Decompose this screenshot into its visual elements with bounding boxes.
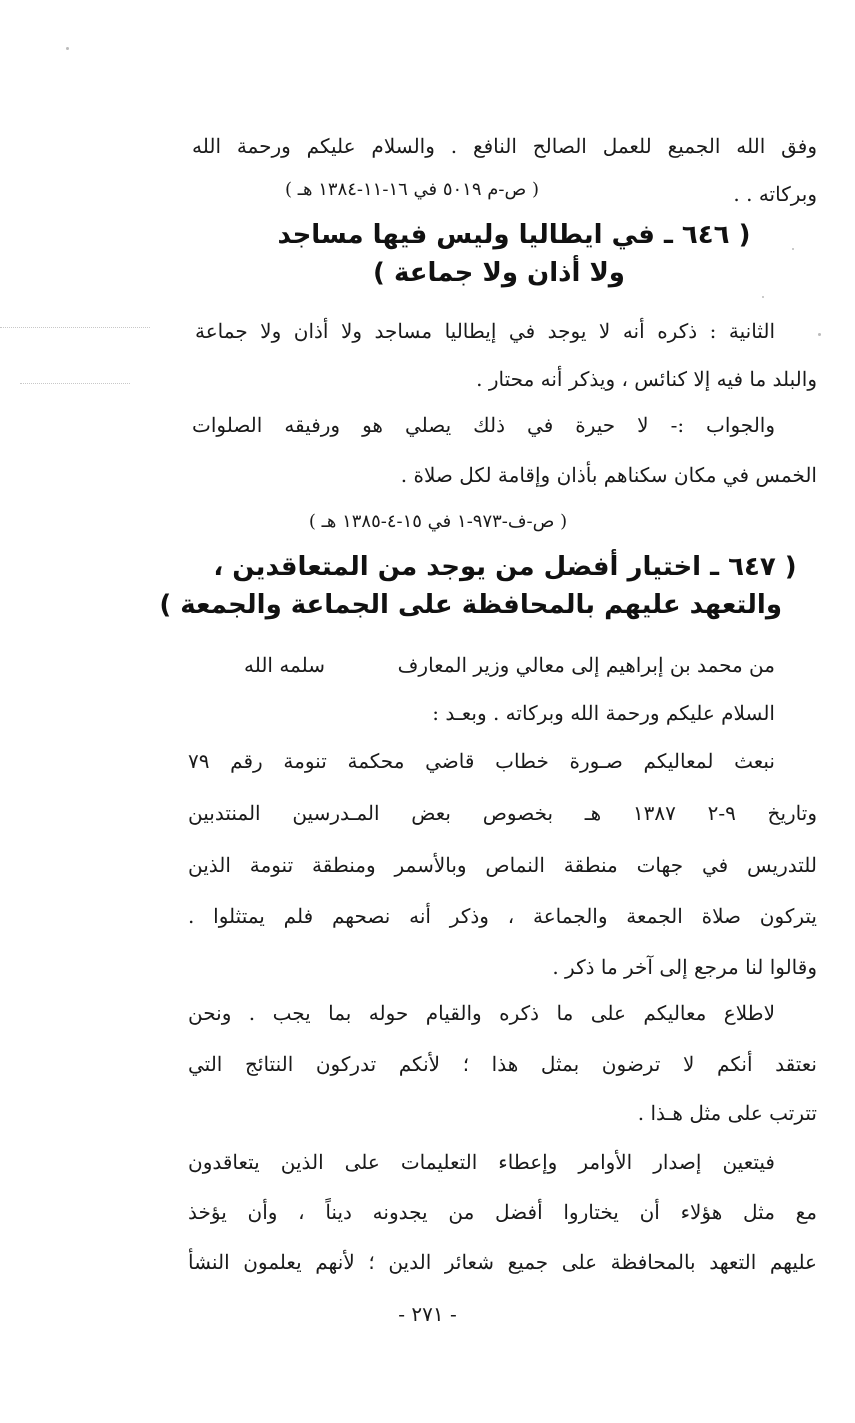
top-para-line-2: وبركاته . . bbox=[733, 182, 817, 206]
scan-speck bbox=[818, 333, 821, 336]
top-para-line-1: وفق الله الجميع للعمل الصالح النافع . والسلام عليكم ورحمة الله bbox=[192, 134, 817, 158]
heading-646-line-1: ( ٦٤٦ ـ في ايطاليا وليس فيها مساجد bbox=[277, 220, 751, 250]
scan-dots bbox=[0, 327, 150, 329]
question-line-1: الثانية : ذكره أنه لا يوجد في إيطاليا مساجد ولا أذان ولا جماعة bbox=[195, 319, 775, 343]
scan-speck bbox=[66, 47, 69, 50]
scan-speck bbox=[762, 296, 764, 298]
top-para-reference: ( ص-م ٥٠١٩ في ١٦-١١-١٣٨٤ هـ ) bbox=[285, 179, 539, 200]
letter-from: من محمد بن إبراهيم إلى معالي وزير المعارف bbox=[397, 653, 775, 677]
letter-greeting: السلام عليكم ورحمة الله وبركاته . وبعـد : bbox=[432, 701, 775, 725]
heading-647-line-2: والتعهد عليهم بالمحافظة على الجماعة والجمعة ) bbox=[159, 590, 782, 620]
letter-p1-line-3: للتدريس في جهات منطقة النماص وبالأسمر ومنطقة تنومة الذين bbox=[188, 853, 817, 877]
heading-646-line-2: ولا أذان ولا جماعة ) bbox=[373, 258, 625, 288]
page-number: - ٢٧١ - bbox=[398, 1302, 457, 1326]
letter-p2-line-2: نعتقد أنكم لا ترضون بمثل هذا ؛ لأنكم تدركون النتائج التي bbox=[188, 1052, 817, 1076]
letter-p1-line-2: وتاريخ ٩-٢ ١٣٨٧ هـ بخصوص بعض المـدرسين المنتدبين bbox=[188, 801, 817, 825]
answer-reference: ( ص-ف-٩٧٣-١ في ١٥-٤-١٣٨٥ هـ ) bbox=[308, 511, 568, 532]
answer-line-2: الخمس في مكان سكناهم بأذان وإقامة لكل صلاة . bbox=[400, 463, 817, 487]
letter-p3-line-2: مع مثل هؤلاء أن يختاروا أفضل من يجدونه ديناً ، وأن يؤخذ bbox=[188, 1200, 818, 1224]
letter-p3-line-3: عليهم التعهد بالمحافظة على جميع شعائر الدين ؛ لأنهم يعلمون النشأ bbox=[188, 1250, 817, 1274]
letter-p1-line-4: يتركون صلاة الجمعة والجماعة ، وذكر أنه نصحهم فلم يمتثلوا . bbox=[188, 904, 817, 928]
scan-speck bbox=[792, 248, 794, 250]
letter-p2-line-3: تترتب على مثل هـذا . bbox=[637, 1101, 817, 1125]
letter-p2-line-1: لاطلاع معاليكم على ما ذكره والقيام حوله بما يجب . ونحن bbox=[188, 1001, 775, 1025]
letter-p1-line-5: وقالوا لنا مرجع إلى آخر ما ذكر . bbox=[552, 955, 817, 979]
heading-647-line-1: ( ٦٤٧ ـ اختيار أفضل من يوجد من المتعاقدين ، bbox=[213, 552, 797, 582]
scan-dots bbox=[20, 383, 130, 385]
letter-salute: سلمه الله bbox=[243, 653, 325, 677]
question-line-2: والبلد ما فيه إلا كنائس ، ويذكر أنه محتار . bbox=[476, 367, 817, 391]
letter-p3-line-1: فيتعين إصدار الأوامر وإعطاء التعليمات على الذين يتعاقدون bbox=[188, 1150, 775, 1174]
answer-line-1: والجواب :- لا حيرة في ذلك يصلي هو ورفيقه الصلوات bbox=[192, 413, 775, 437]
letter-p1-line-1: نبعث لمعاليكم صـورة خطاب قاضي محكمة تنومة رقم ٧٩ bbox=[188, 749, 775, 773]
